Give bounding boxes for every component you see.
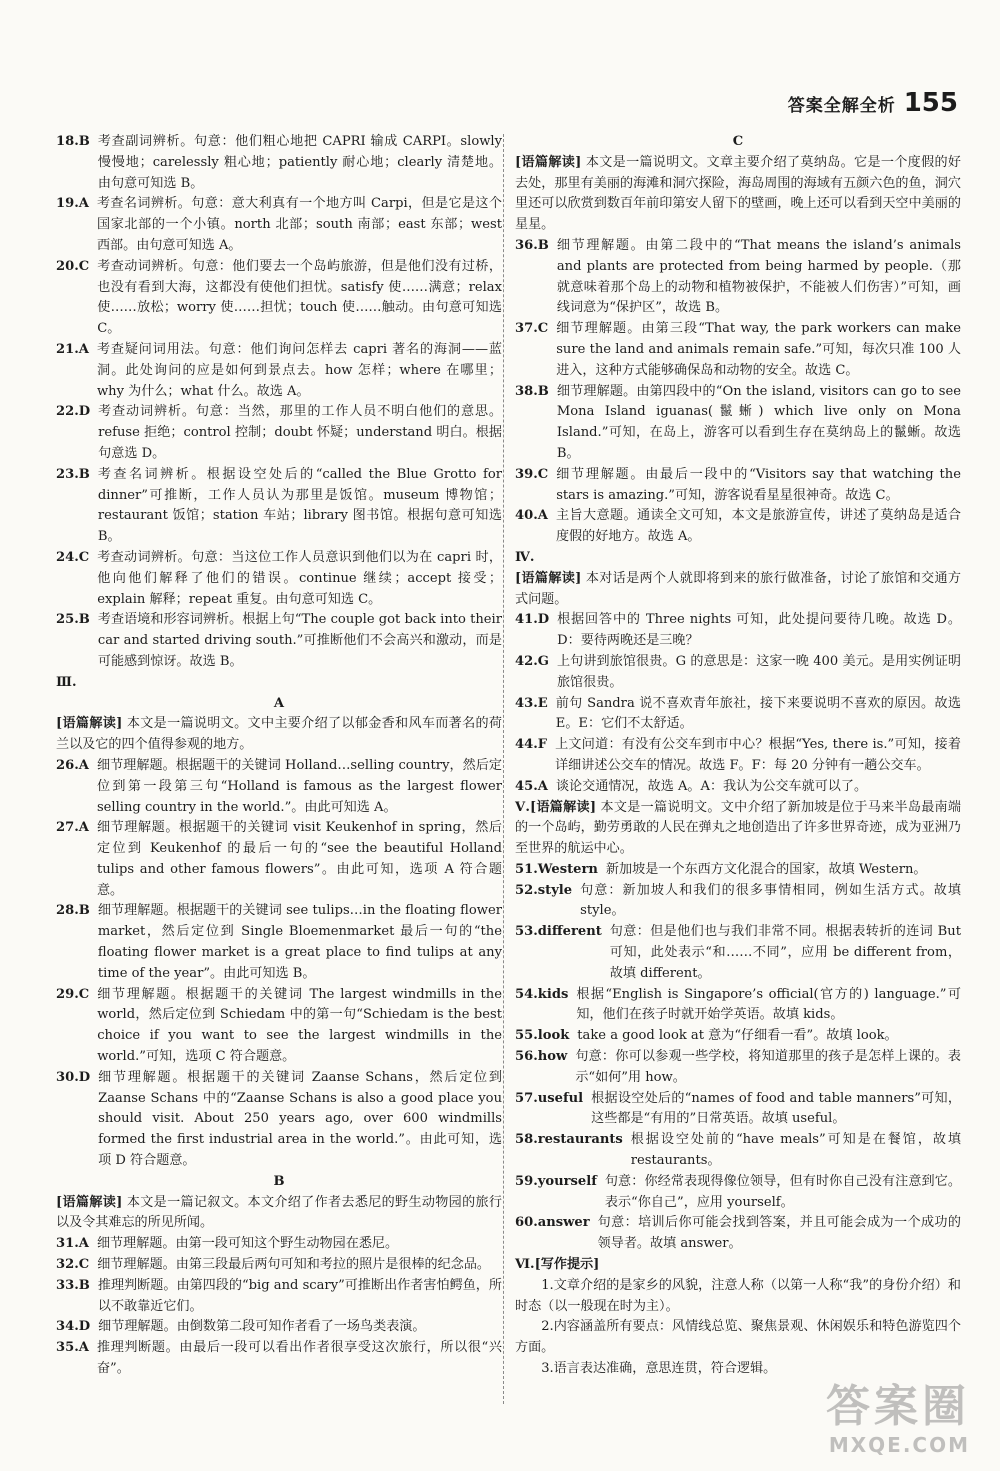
answer-number: 30.D <box>56 1069 91 1085</box>
answer-item <box>515 1172 961 1214</box>
answer-explanation: 考查动词辨析。句意：当然，那里的工作人员不明白他们的意思。refuse 拒绝；control 控制；doubt 怀疑；understand 明白。根据句意选 D。 <box>98 404 502 461</box>
answer-explanation: 考查疑问词用法。句意：他们询问怎样去 capri 著名的海洞——蓝洞。此处询问的应是如何到景点去。how 怎样；where 在哪里；why 为什么；what 什么。故选 A。 <box>96 341 502 399</box>
answer-explanation: 细节理解题。根据题干的关键词 see tulips…in the floating flower market，然后定位到 Single Bloemenmarket 最后一句的“the floating flower market is a great place to find tulips at any time of the year”。由此可知选 B。 <box>97 903 502 981</box>
answer-number: 38.B <box>515 383 549 399</box>
answer-explanation: 谈论交通情况，故选 A。A：我认为公交车就可以了。 <box>555 778 868 794</box>
passage-label: B <box>273 1173 285 1189</box>
passage-analysis <box>515 569 961 611</box>
answer-item <box>515 652 961 694</box>
answer-number: 35.A <box>56 1340 89 1356</box>
answer-item <box>56 194 502 256</box>
answer-number: 41.D <box>515 612 550 628</box>
section-heading: Ⅳ. <box>515 549 535 565</box>
answer-item <box>56 465 502 548</box>
analysis-tag: [语篇解读] <box>515 154 582 170</box>
answer-explanation: 考查名词辨析。句意：意大利真有一个地方叫 Carpi，但是它是这个国家北部的一个小镇。north 北部；south 南部；east 东部；west 西部。由句意可知选 A。 <box>96 196 502 253</box>
answer-item <box>515 506 961 548</box>
writing-tip: 2.内容涵盖所有要点：风情线总览、聚焦景观、休闲娱乐和特色游览四个方面。 <box>515 1319 961 1356</box>
answer-number: 32.C <box>56 1257 90 1273</box>
answer-number: 19.A <box>56 196 89 212</box>
answer-item <box>56 1068 502 1172</box>
answer-explanation: 上句讲到旅馆很贵。G 的意思是：这家一晚 400 美元。是用实例证明旅馆很贵。 <box>556 653 961 690</box>
answer-item <box>515 694 961 736</box>
answer-explanation: 主旨大意题。通读全文可知，本文是旅游宣传，讲述了莫纳岛是适合度假的好地方。故选 A。 <box>555 508 961 545</box>
answer-number: 39.C <box>515 466 549 482</box>
answer-item <box>56 1255 502 1276</box>
answer-item <box>515 610 961 652</box>
answer-explanation: 句意：但是他们也与我们非常不同。根据表转折的连词 But 可知，此处表示“和……不同”，应用 be different from，故填 different。 <box>609 924 961 981</box>
answer-number: 53.different <box>515 924 602 940</box>
answer-number: 56.how <box>515 1049 568 1065</box>
answer-number: 54.kids <box>515 986 569 1002</box>
answer-number: 29.C <box>56 986 90 1002</box>
answer-number: 59.yourself <box>515 1173 597 1189</box>
answer-explanation: 推理判断题。由第四段的“big and scary”可推断出作者害怕鳄鱼，所以不敢靠近它们。 <box>97 1277 502 1314</box>
analysis-tag: [语篇解读] <box>515 570 582 586</box>
answer-number: 28.B <box>56 903 90 919</box>
answer-item <box>515 1089 961 1131</box>
answer-explanation: 根据设空处后的“names of food and table manners”可知，这些都是“有用的”日常英语。故填 useful。 <box>591 1090 961 1127</box>
answer-explanation: 细节理解题。由倒数第二段可知作者看了一场鸟类表演。 <box>98 1319 426 1335</box>
answer-explanation: 句意：你可以参观一些学校，将知道那里的孩子是怎样上课的。表示“如何”用 how。 <box>575 1049 961 1085</box>
answer-explanation: 新加坡是一个东西方文化混合的国家，故填 Western。 <box>605 861 927 877</box>
analysis-tag: [语篇解读] <box>56 716 123 732</box>
section-heading: Ⅵ.[写作提示] <box>515 1257 600 1273</box>
answer-number: 25.B <box>56 612 90 628</box>
answer-explanation: 考查名词辨析。根据设空处后的“called the Blue Grotto for dinner”可推断，工作人员认为那里是饭馆。museum 博物馆；restaurant 饭馆；station 车站；library 图书馆。根据句意可知选 B。 <box>97 466 502 545</box>
answer-explanation: 根据回答中的 Three nights 可知，此处提问要待几晚。故选 D。D：要待两晚还是三晚？ <box>557 612 961 649</box>
answer-explanation: 细节理解题。根据题干的关键词 visit Keukenhof in spring，然后定位到 Keukenhof 的最后一句的“see the beautiful Holland tulips and other famous flowers”。由此可知，选项 A 符合题意。 <box>96 820 502 898</box>
answer-item <box>515 319 961 381</box>
answer-number: 45.A <box>515 778 548 794</box>
answer-item <box>515 922 961 984</box>
answer-number: 18.B <box>56 134 90 149</box>
analysis-text: 本文是一篇说明文。文中主要介绍了以郁金香和风车而著名的荷兰以及它的四个值得参观的地方。 <box>56 716 503 753</box>
answer-explanation: 考查动词辨析。句意：他们要去一个岛屿旅游，但是他们没有过桥，也没有看到大海，这都没有使他们担忧。satisfy 使……满意；relax 使……放松；worry 使……担忧；touch 使……触动。由句意可知选 C。 <box>97 258 502 337</box>
answer-number: 24.C <box>56 549 90 565</box>
answer-explanation: 细节理解题。由第四段中的“On the island, visitors can go to see Mona Island iguanas(鬣蜥) which live only on Mona Island.”可知，在岛上，游客可以看到生存在莫纳岛上的鬣蜥。故选 B。 <box>556 383 961 461</box>
answer-item <box>56 257 502 340</box>
answer-number: 55.look <box>515 1028 570 1044</box>
left-column <box>56 132 502 1380</box>
analysis-text: 本文是一篇说明文。文章主要介绍了莫纳岛。它是一个度假的好去处，那里有美丽的海滩和洞穴探险，海岛周围的海域有五颜六色的鱼，洞穴里还可以欣赏到数百年前印第安人留下的壁画，晚上还可以看到天空中美丽的星星。 <box>515 154 962 233</box>
answer-number: 51.Western <box>515 861 598 877</box>
answer-item <box>515 777 961 798</box>
passage-label: C <box>732 134 744 149</box>
answer-number: 26.A <box>56 757 89 773</box>
answer-number: 22.D <box>56 404 91 420</box>
answer-number: 31.A <box>56 1236 89 1252</box>
answer-item <box>56 1276 502 1318</box>
analysis-text: 本文是一篇说明文。文中介绍了新加坡是位于马来半岛最南端的一个岛屿，勤劳勇敢的人民在弹丸之地创造出了许多世界奇迹，成为亚洲乃至世界的航运中心。 <box>515 799 962 857</box>
passage-analysis <box>56 714 502 756</box>
answer-item <box>515 860 961 881</box>
analysis-tag: Ⅴ.[语篇解读] <box>515 799 597 815</box>
answer-item <box>515 881 961 923</box>
answer-item <box>56 1317 502 1338</box>
column-divider <box>503 134 504 1404</box>
answer-number: 27.A <box>56 820 89 836</box>
answer-number: 60.answer <box>515 1215 590 1231</box>
answer-explanation: 考查副词辨析。句意：他们粗心地把 CAPRI 输成 CARPI。slowly 慢慢地；carelessly 粗心地；patiently 耐心地；clearly 清楚地。由句意可知选 B。 <box>97 134 502 191</box>
answer-number: 58.restaurants <box>515 1132 623 1148</box>
analysis-tag: [语篇解读] <box>56 1194 123 1210</box>
answer-number: 23.B <box>56 466 90 482</box>
answer-number: 57.useful <box>515 1090 584 1106</box>
answer-explanation: 细节理解题。由最后一段中的“Visitors say that watching the stars is amazing.”可知，游客说看星星很神奇。故选 C。 <box>556 466 961 503</box>
answer-item <box>515 985 961 1027</box>
answer-number: 20.C <box>56 258 90 274</box>
writing-tip: 3.语言表达准确，意思连贯，符合逻辑。 <box>541 1361 777 1377</box>
answer-explanation: 句意：新加坡人和我们的很多事情相同，例如生活方式。故填 style。 <box>580 882 961 919</box>
answer-explanation: take a good look at 意为“仔细看一看”。故填 look。 <box>577 1028 898 1044</box>
answer-item <box>56 818 502 901</box>
answer-explanation: 根据“English is Singapore’s official(官方的) language.”可知，他们在孩子时就开始学英语。故填 kids。 <box>576 986 961 1023</box>
answer-explanation: 考查语境和形容词辨析。根据上句“The couple got back into their car and started driving south.”可推断他们不会高兴和激动，而是可能感到惊讶。故选 B。 <box>97 612 502 669</box>
passage-analysis <box>56 1193 502 1235</box>
page-number: 155 <box>903 88 958 118</box>
answer-item <box>515 1047 961 1089</box>
answer-explanation: 细节理解题。根据题干的关键词 Holland…selling country，然后定位到第一段第三句“Holland is famous as the largest flower selling country in the world.”。由此可知选 A。 <box>96 757 502 815</box>
answer-item <box>515 236 961 319</box>
answer-item <box>515 382 961 465</box>
answer-item <box>56 756 502 818</box>
watermark-logo <box>790 1381 970 1463</box>
answer-item <box>56 1338 502 1380</box>
answer-number: 44.F <box>515 737 548 753</box>
answer-explanation: 细节理解题。由第三段“That way, the park workers can make sure the land and animals remain safe.”可知，每次只准 100 人进入，这种方式能够确保岛和动物的安全。故选 C。 <box>556 321 961 378</box>
answer-item <box>56 548 502 610</box>
section-title: 答案全解全析 <box>787 96 896 116</box>
answer-number: 37.C <box>515 321 549 337</box>
answer-item <box>56 901 502 984</box>
answer-item <box>515 1130 961 1172</box>
analysis-text: 本文是一篇记叙文。本文介绍了作者去悉尼的野生动物园的旅行以及令其难忘的所见所闻。 <box>56 1194 503 1231</box>
answer-explanation: 前句 Sandra 说不喜欢青年旅社，接下来要说明不喜欢的原因。故选 E。E：它们不太舒适。 <box>555 695 961 732</box>
answer-number: 36.B <box>515 237 549 253</box>
answer-number: 40.A <box>515 508 548 524</box>
answer-explanation: 句意：培训后你可能会找到答案，并且可能会成为一个成功的领导者。故填 answer。 <box>597 1215 961 1252</box>
answer-explanation: 细节理解题。由第三段最后两句可知和考拉的照片是很棒的纪念品。 <box>97 1257 491 1273</box>
watermark-url: MXQE.COM <box>828 1433 970 1457</box>
answer-item <box>515 735 961 777</box>
answer-explanation: 句意：你经常表现得像位领导，但有时你自己没有注意到它。表示“你自己”，应用 yourself。 <box>604 1173 961 1210</box>
watermark-text: 答案圈 <box>826 1381 970 1432</box>
answer-explanation: 细节理解题。由第一段可知这个野生动物园在悉尼。 <box>96 1236 399 1252</box>
answer-item <box>56 1234 502 1255</box>
passage-analysis <box>515 798 961 860</box>
passage-label: A <box>273 695 285 711</box>
answer-item <box>56 610 502 672</box>
analysis-text: 本对话是两个人就即将到来的旅行做准备，讨论了旅馆和交通方式问题。 <box>515 570 962 607</box>
answer-number: 42.G <box>515 653 549 669</box>
answer-number: 21.A <box>56 341 89 357</box>
answer-explanation: 细节理解题。根据题干的关键词 The largest windmills in the world，然后定位到 Schiedam 中的第一句“Schiedam is the best choice if you want to see the largest windmills in the world.”可知，选项 C 符合题意。 <box>97 986 502 1065</box>
section-heading: Ⅲ. <box>56 674 77 690</box>
writing-tip: 1.文章介绍的是家乡的风貌，注意人称（以第一人称“我”的身份介绍）和时态（以一般现在时为主）。 <box>515 1277 961 1314</box>
page-header <box>788 88 958 118</box>
answer-item <box>56 985 502 1068</box>
answer-item <box>515 465 961 507</box>
answer-explanation: 细节理解题。由第二段中的“That means the island’s animals and plants are protected from being harmed by people.（那就意味着那个岛上的动物和植物被保护，不能被人们伤害）”可知，画线词意为“保护区”，故选 B。 <box>556 237 961 316</box>
answer-explanation: 根据设空处前的“have meals”可知是在餐馆，故填 restaurants。 <box>630 1132 961 1169</box>
answer-explanation: 考查动词辨析。句意：当这位工作人员意识到他们以为在 capri 时，他向他们解释了他们的错误。continue 继续；accept 接受；explain 解释；repeat 重复。由句意可知选 C。 <box>97 549 502 607</box>
answer-item <box>515 1026 961 1047</box>
right-column <box>515 132 961 1380</box>
answer-item <box>56 340 502 402</box>
answer-item <box>56 132 502 194</box>
answer-item <box>56 402 502 464</box>
passage-analysis <box>515 153 961 236</box>
answer-explanation: 细节理解题。根据题干的关键词 Zaanse Schans，然后定位到 Zaanse Schans 中的“Zaanse Schans is also a good place you should visit. About 250 years ago, over 600 windmills formed the first industrial area in the world.”。由此可知，选项 D 符合题意。 <box>98 1069 502 1169</box>
answer-number: 33.B <box>56 1277 90 1293</box>
answer-number: 43.E <box>515 695 548 711</box>
answer-explanation: 推理判断题。由最后一段可以看出作者很享受这次旅行，所以很“兴奋”。 <box>96 1340 502 1377</box>
answer-explanation: 上文问道：有没有公交车到市中心？根据“Yes, there is.”可知，接着详细讲述公交车的情况。故选 F。F：每 20 分钟有一趟公交车。 <box>555 737 961 773</box>
answer-item <box>515 1213 961 1255</box>
answer-number: 34.D <box>56 1319 91 1335</box>
answer-number: 52.style <box>515 882 573 898</box>
